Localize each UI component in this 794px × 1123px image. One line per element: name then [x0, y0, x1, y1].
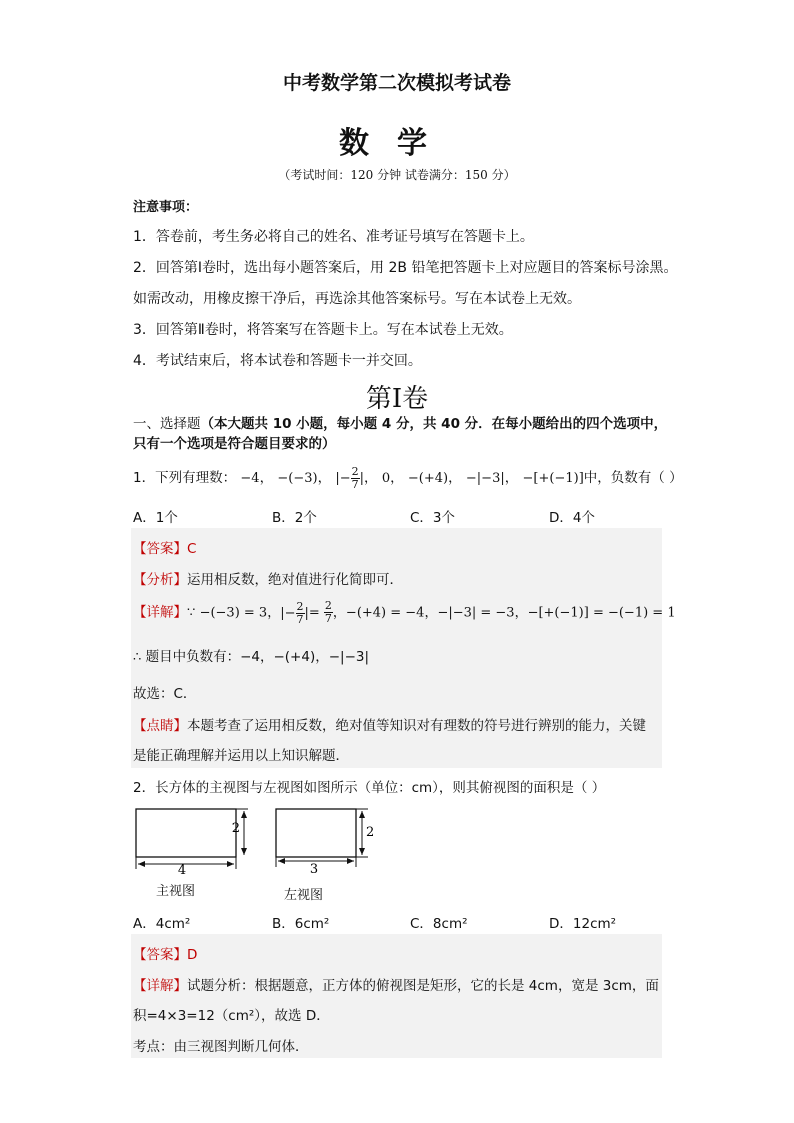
question-1-stem: 1．下列有理数： −4， −(−3)， |− $\frac{2}{7}$ |， 0， −(+4)， −|−3|， −[+(−1)]中，负数有（ ） — [133, 465, 683, 491]
q1-answer-block — [131, 528, 676, 768]
side-view — [276, 809, 374, 877]
q1-option-a: A．1个 — [133, 510, 178, 526]
q2-detail-line: 【详解】试题分析：根据题意，正方体的俯视图是矩形，它的长是 4cm，宽是 3cm，面 — [133, 978, 659, 994]
q1-comment-line: 【点睛】本题考查了运用相反数，绝对值等知识对有理数的符号进行辨别的能力，关键 — [133, 718, 646, 734]
q1-answer-line: 【答案】C — [133, 541, 197, 557]
q1-stem-end: 中，负数有（ ） — [583, 470, 683, 486]
q2-answer-block — [131, 934, 662, 1058]
q1-detail-line: 【详解】∵ −(−3) = 3，|− $\frac{2}{7}$ |= $\frac{2}{7}$ ，−(+4) = −4，−|−3| = −3，−[+(−1)] = −(−1) = 1 — [133, 599, 676, 626]
side-height-label: 2 — [366, 825, 375, 840]
notes-heading: 注意事项： — [133, 200, 199, 215]
q2-option-d: D．12cm² — [549, 916, 617, 932]
q2-option-b: B．6cm² — [272, 916, 330, 932]
q1-analysis-line: 【分析】运用相反数，绝对值进行化简即可． — [133, 572, 403, 588]
q1-item: −|−3| — [465, 471, 505, 486]
q2-detail-line-2: 积=4×3=12（cm²），故选 D． — [133, 1008, 330, 1024]
side-width-label: 3 — [309, 862, 319, 877]
side-view-caption: 左视图 — [284, 888, 324, 903]
section-rule: （本大题共 10 小题，每小题 4 分，共 40 分．在每小题给出的四个选项中，只有一个选项是符合题目要求的） — [133, 416, 668, 452]
q1-choose-line: 故选：C． — [133, 686, 197, 702]
section-prefix: 一、选择题 — [133, 416, 201, 432]
exam-title: 中考数学第二次模拟考试卷 — [282, 72, 511, 94]
front-view-caption: 主视图 — [156, 884, 196, 899]
q1-item: −(−3) — [277, 471, 318, 486]
note-item: 如需改动，用橡皮擦干净后，再选涂其他答案标号。写在本试卷上无效。 — [133, 291, 581, 307]
front-width-label: 4 — [177, 863, 187, 878]
note-item: 2．回答第Ⅰ卷时，选出每小题答案后，用 2B 铅笔把答题卡上对应题目的答案标号涂黑。 — [133, 260, 678, 276]
q1-item: −(+4) — [407, 471, 449, 486]
q1-item: −[+(−1)] — [522, 471, 584, 486]
question-2-stem: 2．长方体的主视图与左视图如图所示（单位：cm），则其俯视图的面积是（ ） — [133, 780, 606, 796]
note-item: 3．回答第Ⅱ卷时，将答案写在答题卡上。写在本试卷上无效。 — [133, 322, 513, 338]
exam-meta: （考试时间：120 分钟 试卷满分：150 分） — [278, 168, 516, 182]
q1-option-c: C．3个 — [410, 510, 456, 526]
q1-comment-line-2: 是能正确理解并运用以上知识解题． — [133, 748, 349, 764]
q1-item: −4 — [240, 471, 260, 486]
section-heading — [133, 414, 673, 454]
q2-option-a: A．4cm² — [133, 916, 191, 932]
q2-point-line: 考点：由三视图判断几何体． — [133, 1039, 309, 1055]
q1-therefore-line: ∴ 题目中负数有：−4，−(+4)，−|−3| — [133, 649, 370, 665]
q2-option-c: C．8cm² — [410, 916, 468, 932]
note-item: 1．答卷前，考生务必将自己的姓名、准考证号填写在答题卡上。 — [133, 229, 534, 245]
q1-item-abs-frac: |− $\frac{2}{7}$ | — [335, 465, 365, 491]
subject-heading: 数学 — [339, 126, 455, 161]
q1-option-d: D．4个 — [549, 510, 595, 526]
note-item: 4．考试结束后，将本试卷和答题卡一并交回。 — [133, 353, 422, 369]
front-height-label: 2 — [231, 821, 240, 836]
q2-answer-line: 【答案】D — [133, 947, 198, 963]
part-heading: 第Ⅰ卷 — [365, 384, 429, 414]
q1-option-b: B．2个 — [272, 510, 317, 526]
q1-item: 0 — [381, 471, 391, 486]
front-view — [136, 809, 248, 878]
q1-stem-start: 1．下列有理数： — [133, 470, 237, 486]
